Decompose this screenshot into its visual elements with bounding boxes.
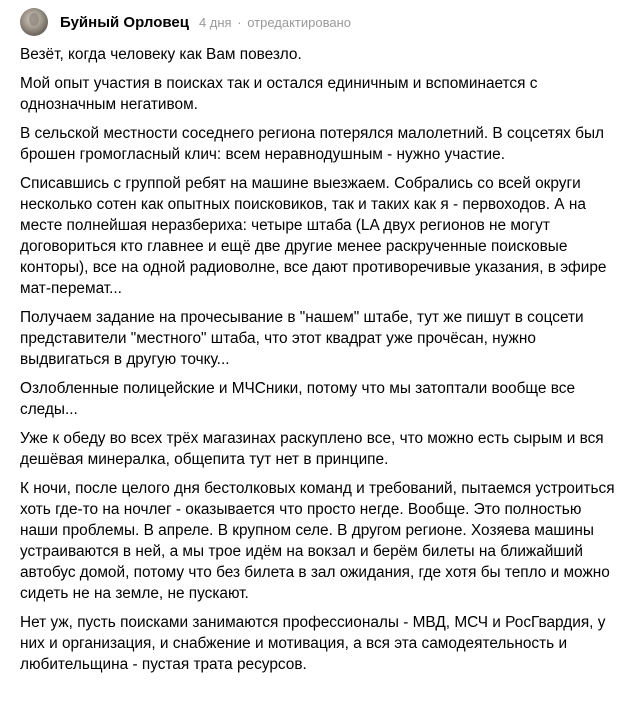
comment-paragraph: Нет уж, пусть поисками занимаются профессионалы - МВД, МСЧ и РосГвардия, у них и организация, и снабжение и мотивация, а вся эта самодеятельность и любительщина - пустая трата ресурсов. <box>20 614 606 673</box>
comment-time: 4 дня <box>198 14 232 30</box>
author-name[interactable]: Буйный Орловец <box>60 13 189 31</box>
comment-paragraph: К ночи, после целого дня бестолковых команд и требований, пытаемся устроиться хоть где-то на ночлег - оказывается что просто негде. Вообще. Это полностью наши проблемы. В апреле. В крупном селе. В другом регионе. Хозяева машины устраиваются в ней, а мы трое идём на вокзал и берём билеты на ближайший автобус домой, потому что без билета в зал ожидания, где хотя бы тепло и можно сидеть не на земле, не пускают. <box>20 480 615 602</box>
avatar[interactable] <box>20 8 48 36</box>
comment-paragraph: Везёт, когда человеку как Вам повезло. <box>20 46 302 63</box>
comment-meta <box>199 15 351 30</box>
comment-paragraph: В сельской местности соседнего региона потерялся малолетний. В соцсетях был брошен громогласный клич: всем неравнодушным - нужно участие. <box>20 125 605 163</box>
comment-paragraph: Мой опыт участия в поисках так и остался единичным и вспоминается с однозначным негативом. <box>20 75 538 113</box>
meta-separator: · <box>237 14 242 30</box>
comment-header <box>20 8 619 36</box>
comment-paragraph: Получаем задание на прочесывание в "нашем" штабе, тут же пишут в соцсети представители "местного" штаба, что этот квадрат уже прочёсан, нужно выдвигаться в другую точку... <box>20 309 584 368</box>
edited-label: отредактировано <box>247 14 351 30</box>
comment-paragraph: Уже к обеду во всех трёх магазинах раскуплено все, что можно есть сырым и вся дешёвая минералка, общепита тут нет в принципе. <box>20 430 604 468</box>
comment-body <box>20 44 619 675</box>
comment-paragraph: Озлобленные полицейские и МЧСники, потому что мы затоптали вообще все следы... <box>20 380 576 418</box>
comment-paragraph: Списавшись с группой ребят на машине выезжаем. Собрались со всей округи несколько сотен как опытных поисковиков, так и таких как я - первоходов. А на месте полнейшая неразбериха: четыре штаба (LA двух регионов не могут договориться кто главнее и ещё две другие менее раскрученные поисковые конторы), все на одной радиоволне, все дают противоречивые указания, в эфире мат-перемат... <box>20 175 607 297</box>
